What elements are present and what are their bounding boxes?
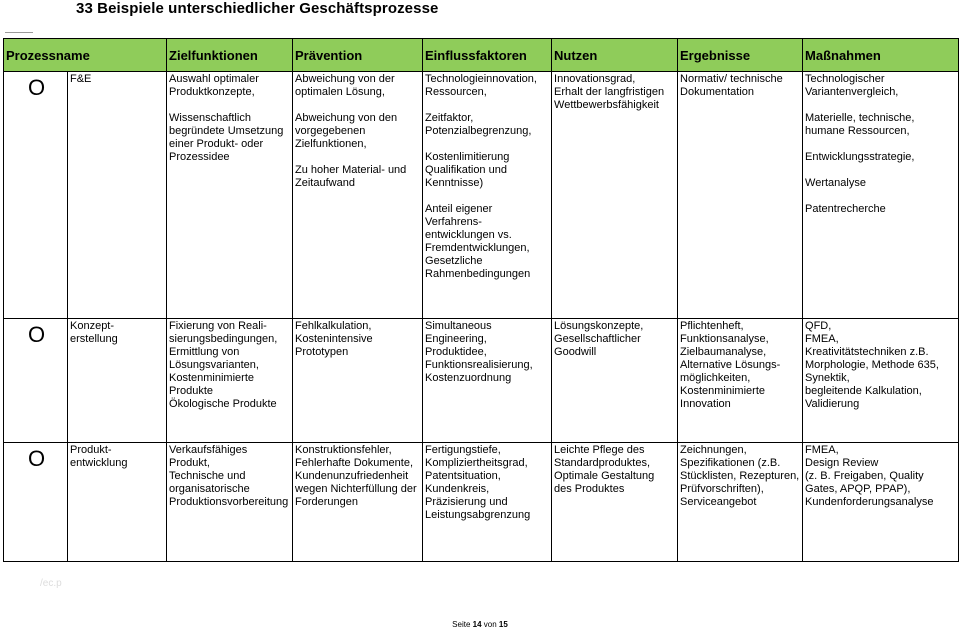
cell-text-line: Funktionsrealisierung, bbox=[425, 359, 533, 371]
cell-text-line: entwicklung bbox=[70, 457, 128, 469]
cell-text-line: Kreativitätstechniken z.B. bbox=[805, 346, 929, 358]
cell-text-line: Zeitaufwand bbox=[295, 177, 355, 189]
page-footer bbox=[0, 620, 960, 629]
cell-text-line: Synektik, bbox=[805, 372, 850, 384]
cell-text-line: Abweichung von der bbox=[295, 73, 395, 85]
cell-text-line: Normativ/ technische bbox=[680, 73, 783, 85]
cell-text-line: Fehlerhafte Dokumente, bbox=[295, 457, 414, 469]
circle-marker: O bbox=[28, 446, 46, 471]
cell-massnahmen bbox=[803, 443, 959, 562]
cell-text-line: Verfahrens- bbox=[425, 216, 482, 228]
cell-massnahmen bbox=[803, 319, 959, 443]
cell-text-line: Kompliziertheitsgrad, bbox=[425, 457, 528, 469]
cell-text-line: Lösungskonzepte, bbox=[554, 320, 644, 332]
cell-text-line: Wissenschaftlich bbox=[169, 112, 251, 124]
circle-marker: O bbox=[28, 75, 46, 100]
line-gap bbox=[295, 151, 421, 164]
cell-text-line: Funktionsanalyse, bbox=[680, 333, 769, 345]
cell-text-line: Simultaneous bbox=[425, 320, 492, 332]
line-gap bbox=[805, 138, 957, 151]
header-row bbox=[4, 39, 959, 72]
col-header-zielfunktionen: Zielfunktionen bbox=[167, 39, 293, 72]
cell-nutzen bbox=[552, 443, 678, 562]
cell-text-line: humane Ressourcen, bbox=[805, 125, 910, 137]
cell-text-line: Forderungen bbox=[295, 496, 359, 508]
cell-text-line: Prototypen bbox=[295, 346, 349, 358]
cell-text-line: entwicklungen vs. bbox=[425, 229, 512, 241]
footer-prefix: Seite bbox=[452, 620, 471, 629]
cell-text-line: Pflichtenheft, bbox=[680, 320, 744, 332]
cell-text-line: Technische und bbox=[169, 470, 246, 482]
cell-ergebnisse bbox=[678, 443, 803, 562]
cell-text-line: Kostenintensive bbox=[295, 333, 373, 345]
cell-text-line: wegen Nichterfüllung der bbox=[295, 483, 417, 495]
cell-text-line: Fixierung von Reali- bbox=[169, 320, 267, 332]
cell-text-line: Leistungsabgrenzung bbox=[425, 509, 531, 521]
cell-text-line: Produkt- bbox=[70, 444, 112, 456]
line-gap bbox=[295, 99, 421, 112]
cell-text-line: optimalen Lösung, bbox=[295, 86, 385, 98]
cell-text-line: Konzept- bbox=[70, 320, 115, 332]
cell-text-line: QFD, bbox=[805, 320, 832, 332]
cell-nutzen bbox=[552, 319, 678, 443]
cell-text-line: Produktidee, bbox=[425, 346, 487, 358]
cell-text-line: Zielbaumanalyse, bbox=[680, 346, 767, 358]
col-header-einflussfaktoren: Einflussfaktoren bbox=[423, 39, 552, 72]
cell-zielfunktionen bbox=[167, 319, 293, 443]
cell-zielfunktionen bbox=[167, 72, 293, 319]
cell-text-line: Konstruktionsfehler, bbox=[295, 444, 392, 456]
cell-text-line: begleitende Kalkulation, bbox=[805, 385, 922, 397]
cell-text-line: Serviceangebot bbox=[680, 496, 757, 508]
cell-text-line: Gesetzliche bbox=[425, 255, 483, 267]
line-gap bbox=[805, 164, 957, 177]
process-table bbox=[3, 38, 959, 562]
cell-text-line: Zeitfaktor, bbox=[425, 112, 474, 124]
cell-text-line: Präzisierung und bbox=[425, 496, 508, 508]
cell-name bbox=[68, 443, 167, 562]
cell-text-line: Variantenvergleich, bbox=[805, 86, 899, 98]
cell-text-line: Kostenlimitierung bbox=[425, 151, 510, 163]
table-row bbox=[4, 443, 959, 562]
cell-text-line: Potenzialbegrenzung, bbox=[425, 125, 532, 137]
line-gap bbox=[425, 190, 550, 203]
cell-text-line: Fertigungstiefe, bbox=[425, 444, 501, 456]
cell-text-line: Produkte bbox=[169, 385, 214, 397]
cell-text-line: Morphologie, Methode 635, bbox=[805, 359, 939, 371]
cell-text-line: Abweichung von den bbox=[295, 112, 398, 124]
watermark: /ec.p bbox=[40, 578, 62, 589]
cell-ergebnisse bbox=[678, 72, 803, 319]
cell-nutzen bbox=[552, 72, 678, 319]
cell-text-line: Technologieinnovation, bbox=[425, 73, 537, 85]
cell-name bbox=[68, 319, 167, 443]
col-header-nutzen: Nutzen bbox=[552, 39, 678, 72]
page-title: 33 Beispiele unterschiedlicher Geschäftsprozesse bbox=[76, 0, 439, 17]
cell-text-line: Standardproduktes, bbox=[554, 457, 651, 469]
cell-text-line: Gesellschaftlicher bbox=[554, 333, 641, 345]
cell-text-line: Goodwill bbox=[554, 346, 597, 358]
cell-einflussfaktoren bbox=[423, 72, 552, 319]
cell-text-line: des Produktes bbox=[554, 483, 625, 495]
cell-text-line: Ermittlung von bbox=[169, 346, 240, 358]
footer-page: 14 bbox=[472, 620, 482, 629]
col-header-praevention: Prävention bbox=[293, 39, 423, 72]
row-marker-cell bbox=[4, 72, 68, 319]
cell-text-line: Leichte Pflege des bbox=[554, 444, 645, 456]
header-rule bbox=[5, 32, 33, 33]
cell-text-line: Fremdentwicklungen, bbox=[425, 242, 530, 254]
cell-text-line: Zu hoher Material- und bbox=[295, 164, 407, 176]
row-marker-cell bbox=[4, 319, 68, 443]
cell-text-line: Alternative Lösungs- bbox=[680, 359, 781, 371]
cell-text-line: F&E bbox=[70, 73, 92, 85]
cell-text-line: Zeichnungen, bbox=[680, 444, 747, 456]
cell-text-line: Innovationsgrad, bbox=[554, 73, 636, 85]
col-header-prozessname: Prozessname bbox=[4, 39, 167, 72]
cell-text-line: Engineering, bbox=[425, 333, 487, 345]
table-row bbox=[4, 319, 959, 443]
cell-text-line: Produktionsvorbereitung bbox=[169, 496, 289, 508]
cell-text-line: einer Produkt- oder bbox=[169, 138, 264, 150]
cell-text-line: vorgegebenen bbox=[295, 125, 366, 137]
cell-praevention bbox=[293, 72, 423, 319]
line-gap bbox=[805, 99, 957, 112]
cell-text-line: Zielfunktionen, bbox=[295, 138, 367, 150]
footer-total: 15 bbox=[498, 620, 508, 629]
line-gap bbox=[805, 190, 957, 203]
cell-text-line: Patentrecherche bbox=[805, 203, 886, 215]
cell-text-line: Rahmenbedingungen bbox=[425, 268, 531, 280]
cell-text-line: FMEA, bbox=[805, 444, 839, 456]
cell-einflussfaktoren bbox=[423, 443, 552, 562]
cell-text-line: Erhalt der langfristigen bbox=[554, 86, 665, 98]
col-header-ergebnisse: Ergebnisse bbox=[678, 39, 803, 72]
cell-text-line: Kenntnisse) bbox=[425, 177, 484, 189]
cell-text-line: Ökologische Produkte bbox=[169, 398, 277, 410]
cell-text-line: Kostenzuordnung bbox=[425, 372, 512, 384]
cell-text-line: Prüfvorschriften), bbox=[680, 483, 764, 495]
line-gap bbox=[425, 99, 550, 112]
cell-text-line: Kundenunzufriedenheit bbox=[295, 470, 409, 482]
line-gap bbox=[425, 138, 550, 151]
cell-text-line: Auswahl optimaler bbox=[169, 73, 259, 85]
cell-text-line: Gates, APQP, PPAP), bbox=[805, 483, 911, 495]
cell-text-line: Kundenforderungsanalyse bbox=[805, 496, 934, 508]
row-marker-cell bbox=[4, 443, 68, 562]
cell-text-line: Patentsituation, bbox=[425, 470, 501, 482]
cell-text-line: Stücklisten, Rezepturen, bbox=[680, 470, 800, 482]
cell-text-line: Kundenkreis, bbox=[425, 483, 490, 495]
cell-massnahmen bbox=[803, 72, 959, 319]
cell-text-line: möglichkeiten, bbox=[680, 372, 751, 384]
footer-mid: von bbox=[483, 620, 497, 629]
cell-text-line: FMEA, bbox=[805, 333, 839, 345]
col-header-massnahmen: Maßnahmen bbox=[803, 39, 959, 72]
circle-marker: O bbox=[28, 322, 46, 347]
cell-praevention bbox=[293, 443, 423, 562]
line-gap bbox=[169, 99, 291, 112]
cell-text-line: Verkaufsfähiges bbox=[169, 444, 248, 456]
cell-text-line: Design Review bbox=[805, 457, 879, 469]
cell-text-line: Wettbewerbsfähigkeit bbox=[554, 99, 659, 111]
cell-text-line: Validierung bbox=[805, 398, 860, 410]
cell-text-line: (z. B. Freigaben, Quality bbox=[805, 470, 924, 482]
cell-text-line: sierungsbedingungen, bbox=[169, 333, 278, 345]
cell-text-line: Wertanalyse bbox=[805, 177, 866, 189]
table-row bbox=[4, 72, 959, 319]
cell-text-line: Innovation bbox=[680, 398, 731, 410]
cell-text-line: erstellung bbox=[70, 333, 118, 345]
cell-text-line: Qualifikation und bbox=[425, 164, 507, 176]
cell-praevention bbox=[293, 319, 423, 443]
cell-name bbox=[68, 72, 167, 319]
cell-text-line: Anteil eigener bbox=[425, 203, 493, 215]
cell-text-line: Produkt, bbox=[169, 457, 210, 469]
cell-text-line: Produktkonzepte, bbox=[169, 86, 255, 98]
cell-text-line: organisatorische bbox=[169, 483, 250, 495]
cell-text-line: Dokumentation bbox=[680, 86, 755, 98]
cell-text-line: Technologischer bbox=[805, 73, 885, 85]
cell-text-line: Optimale Gestaltung bbox=[554, 470, 655, 482]
cell-text-line: Entwicklungsstrategie, bbox=[805, 151, 915, 163]
cell-text-line: Lösungsvarianten, bbox=[169, 359, 259, 371]
cell-ergebnisse bbox=[678, 319, 803, 443]
cell-text-line: Kostenminimierte bbox=[169, 372, 254, 384]
cell-text-line: begründete Umsetzung bbox=[169, 125, 284, 137]
cell-text-line: Materielle, technische, bbox=[805, 112, 915, 124]
cell-text-line: Fehlkalkulation, bbox=[295, 320, 372, 332]
cell-einflussfaktoren bbox=[423, 319, 552, 443]
cell-text-line: Prozessidee bbox=[169, 151, 230, 163]
cell-text-line: Kostenminimierte bbox=[680, 385, 765, 397]
cell-text-line: Spezifikationen (z.B. bbox=[680, 457, 781, 469]
cell-zielfunktionen bbox=[167, 443, 293, 562]
cell-text-line: Ressourcen, bbox=[425, 86, 487, 98]
